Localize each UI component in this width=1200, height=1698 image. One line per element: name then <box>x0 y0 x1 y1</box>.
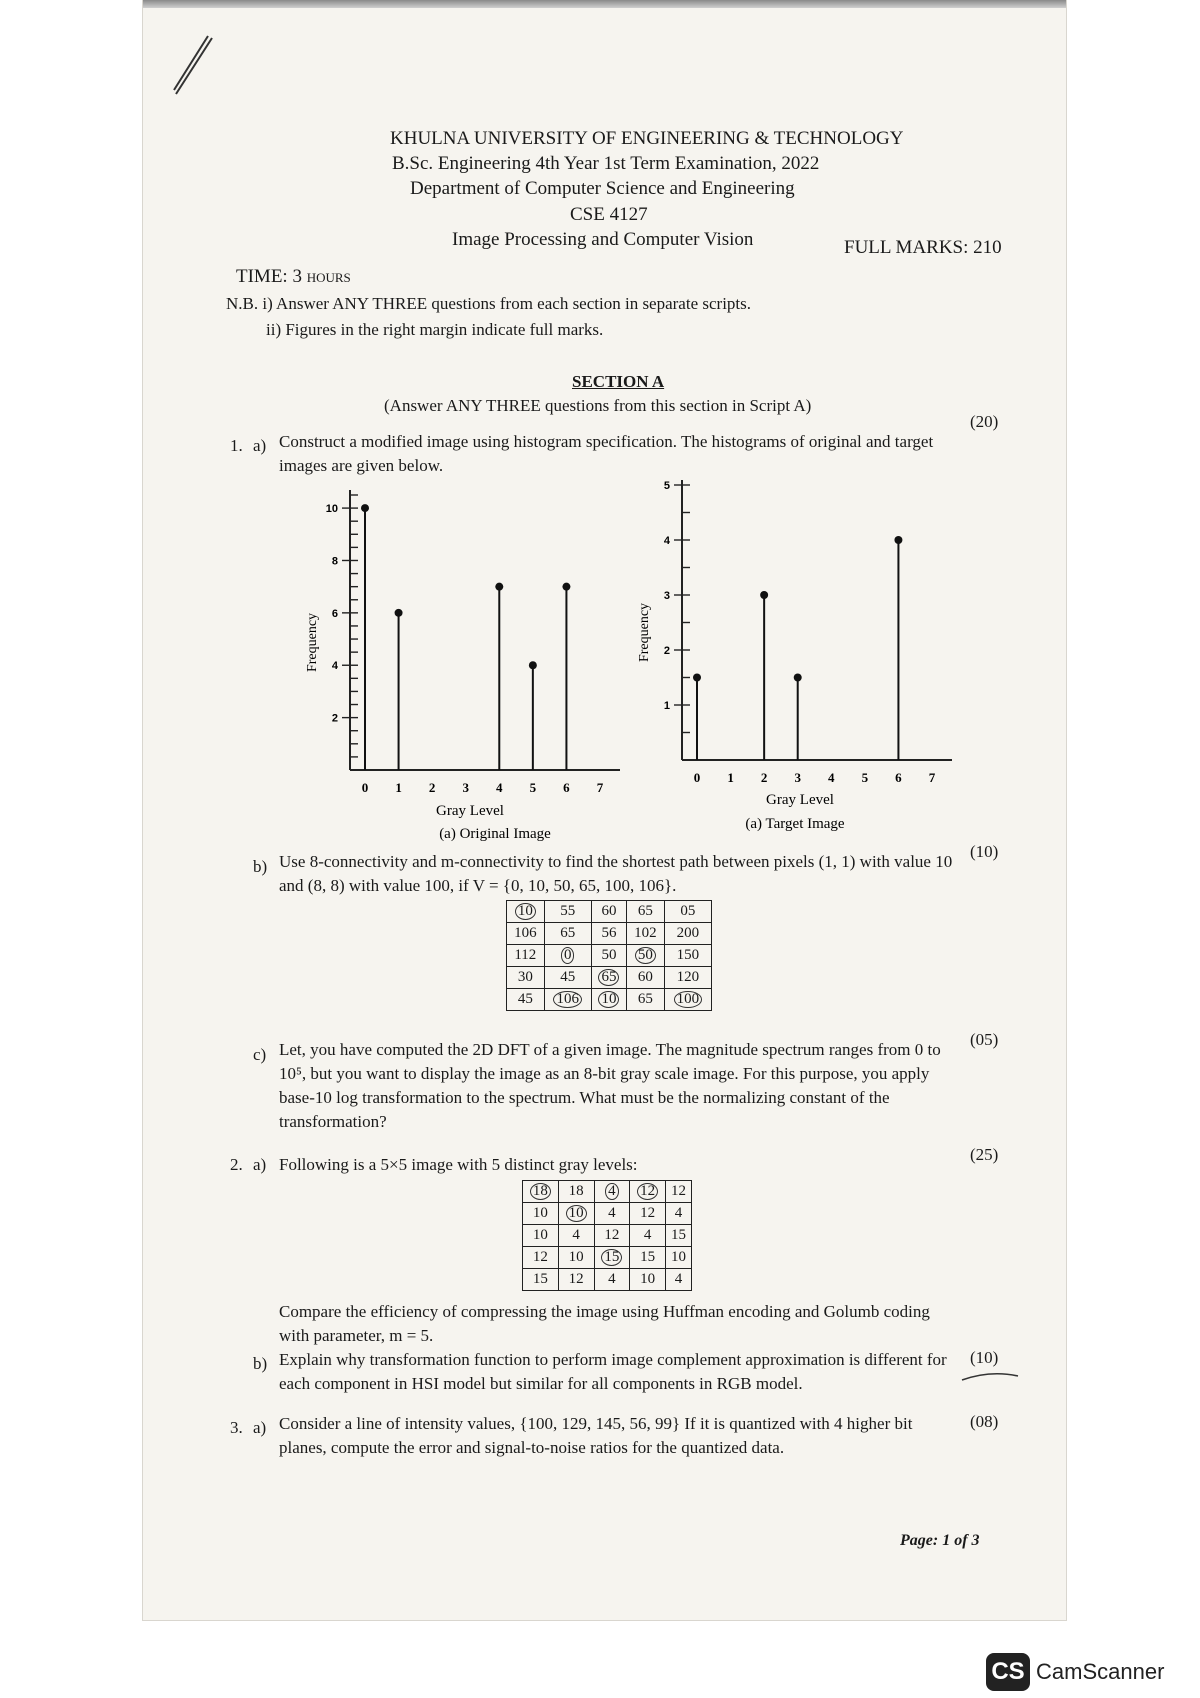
q1c-marks: (05) <box>970 1030 999 1049</box>
image-matrix-cell: 12 <box>666 1181 692 1203</box>
circled-value: 100 <box>674 991 703 1008</box>
stem-point <box>794 674 802 682</box>
image-matrix-cell: 12 <box>594 1225 630 1247</box>
q1b-label: b) <box>253 857 268 876</box>
q1c-text: Let, you have computed the 2D DFT of a given image. The magnitude spectrum ranges from 0 to 10⁵, but you want to display the image as an 8-bit gray scale image. For this purpose, you apply base-10 log transformation to the spectrum. What must be the normalizing constant of the transformation? <box>279 1040 941 1131</box>
image-matrix-cell: 10 <box>558 1247 594 1269</box>
department-name: Department of Computer Science and Engineering <box>410 178 795 199</box>
image-matrix-cell: 12 <box>523 1247 559 1269</box>
q2-number: 2. <box>230 1155 243 1174</box>
pixel-matrix-cell: 65 <box>627 901 665 923</box>
circled-value: 4 <box>605 1183 619 1200</box>
course-title: Image Processing and Computer Vision <box>452 229 754 250</box>
image-matrix-row <box>523 1203 692 1225</box>
stem-point <box>562 583 570 591</box>
y-tick-label: 8 <box>331 555 338 568</box>
image-matrix-cell <box>523 1181 559 1203</box>
image-matrix-cell: 4 <box>558 1225 594 1247</box>
pixel-matrix-cell: 112 <box>507 945 545 967</box>
image-matrix-cell: 4 <box>666 1269 692 1291</box>
q1b-pixel-matrix <box>506 900 712 1011</box>
x-tick-label: 7 <box>928 770 936 785</box>
pixel-matrix-cell <box>544 989 591 1011</box>
pixel-matrix-cell <box>664 989 711 1011</box>
y-tick-label: 4 <box>663 535 670 547</box>
exam-time: TIME: 3 hours <box>236 266 351 287</box>
q3a-marks: (08) <box>970 1412 999 1431</box>
pixel-matrix-cell: 45 <box>544 967 591 989</box>
image-matrix-cell <box>558 1203 594 1225</box>
y-tick-label: 3 <box>663 590 670 602</box>
circled-value: 10 <box>598 991 619 1008</box>
image-matrix-cell: 15 <box>630 1247 666 1269</box>
pixel-matrix-cell <box>591 989 626 1011</box>
pixel-matrix-cell: 55 <box>544 901 591 923</box>
image-matrix-cell: 15 <box>666 1225 692 1247</box>
q2b-label: b) <box>253 1354 268 1373</box>
pixel-matrix-cell: 05 <box>664 901 711 923</box>
y-axis-label: Frequency <box>305 612 320 673</box>
x-tick-label: 3 <box>462 780 469 795</box>
q1c-label: c) <box>253 1045 267 1064</box>
image-matrix-cell: 12 <box>558 1269 594 1291</box>
note-line-2: ii) Figures in the right margin indicate full marks. <box>266 320 604 339</box>
image-matrix-cell: 10 <box>666 1247 692 1269</box>
pixel-matrix-cell: 120 <box>664 967 711 989</box>
camscanner-brand: CamScanner <box>1036 1659 1165 1684</box>
image-matrix-cell: 4 <box>594 1203 630 1225</box>
circled-value: 0 <box>561 947 575 964</box>
target-histogram-chart <box>630 470 960 845</box>
q3a-text: Consider a line of intensity values, {100, 129, 145, 56, 99} If it is quantized with 4 higher bit planes, compute the error and signal-to-noise ratios for the quantized data. <box>279 1414 913 1457</box>
circled-value: 15 <box>601 1249 622 1266</box>
section-title: SECTION A <box>572 372 665 391</box>
image-matrix-row <box>523 1269 692 1291</box>
pen-stroke-mark <box>168 34 228 104</box>
stem-point <box>760 591 768 599</box>
image-matrix-cell: 4 <box>666 1203 692 1225</box>
pixel-matrix-cell: 56 <box>591 923 626 945</box>
page-number: Page: 1 of 3 <box>900 1532 980 1549</box>
image-matrix-cell: 10 <box>630 1269 666 1291</box>
image-matrix-cell: 4 <box>630 1225 666 1247</box>
pixel-matrix-row <box>507 923 712 945</box>
pixel-matrix-cell: 45 <box>507 989 545 1011</box>
pixel-matrix-row <box>507 901 712 923</box>
chart-title: (a) Original Image <box>439 826 551 842</box>
camscanner-logo-icon: CS <box>986 1653 1030 1691</box>
pixel-matrix-cell: 65 <box>544 923 591 945</box>
chart-title: (a) Target Image <box>745 816 845 832</box>
x-tick-label: 4 <box>496 780 503 795</box>
pixel-matrix-row <box>507 967 712 989</box>
y-tick-label: 1 <box>663 700 670 712</box>
pixel-matrix-cell: 150 <box>664 945 711 967</box>
x-tick-label: 5 <box>861 770 869 785</box>
pixel-matrix-cell: 60 <box>591 901 626 923</box>
q1a-text: Construct a modified image using histogram specification. The histograms of original and target images are given below. <box>279 432 934 475</box>
pixel-matrix-cell <box>507 901 545 923</box>
image-matrix-cell: 15 <box>523 1269 559 1291</box>
y-tick-label: 5 <box>663 480 670 492</box>
q1b-marks: (10) <box>970 842 999 861</box>
original-histogram-chart <box>300 480 630 845</box>
exam-title: B.Sc. Engineering 4th Year 1st Term Examination, 2022 <box>392 153 820 174</box>
pixel-matrix-cell: 60 <box>627 967 665 989</box>
q1-number: 1. <box>230 436 243 455</box>
pixel-matrix-cell: 200 <box>664 923 711 945</box>
y-tick-label: 10 <box>325 503 338 516</box>
y-tick-label: 6 <box>331 607 338 620</box>
image-matrix-cell: 10 <box>523 1203 559 1225</box>
x-tick-label: 2 <box>428 780 436 795</box>
y-tick-label: 2 <box>331 712 338 725</box>
marks-underline-stroke <box>960 1370 1020 1384</box>
y-tick-label: 2 <box>663 645 670 657</box>
pixel-matrix-cell: 30 <box>507 967 545 989</box>
q2a-text-2: Compare the efficiency of compressing the image using Huffman encoding and Golumb coding with parameter, m = 5. <box>279 1302 930 1345</box>
x-tick-label: 6 <box>563 780 570 795</box>
x-tick-label: 6 <box>895 770 902 785</box>
image-matrix-cell: 4 <box>594 1269 630 1291</box>
pixel-matrix-cell <box>627 945 665 967</box>
q3a-label: a) <box>253 1418 267 1437</box>
stem-point <box>894 536 902 544</box>
circled-value: 10 <box>515 903 536 920</box>
university-name: KHULNA UNIVERSITY OF ENGINEERING & TECHNOLOGY <box>390 128 904 149</box>
pixel-matrix-cell: 106 <box>507 923 545 945</box>
x-tick-label: 1 <box>727 770 734 785</box>
y-axis-label: Frequency <box>637 602 652 663</box>
x-tick-label: 2 <box>760 770 768 785</box>
stem-point <box>693 674 701 682</box>
x-axis-label: Gray Level <box>766 792 834 808</box>
full-marks: FULL MARKS: 210 <box>844 237 1002 258</box>
q1a-marks: (20) <box>970 412 999 431</box>
q2a-marks: (25) <box>970 1145 999 1164</box>
x-tick-label: 3 <box>794 770 801 785</box>
scan-edge <box>143 0 1066 8</box>
circled-value: 18 <box>530 1183 551 1200</box>
image-matrix-cell: 10 <box>523 1225 559 1247</box>
pixel-matrix-row <box>507 945 712 967</box>
circled-value: 65 <box>598 969 619 986</box>
image-matrix-cell <box>630 1181 666 1203</box>
q2a-label: a) <box>253 1155 267 1174</box>
image-matrix-row <box>523 1225 692 1247</box>
stem-point <box>495 583 503 591</box>
stem-point <box>529 661 537 669</box>
x-tick-label: 0 <box>693 770 701 785</box>
x-axis-label: Gray Level <box>436 803 504 819</box>
image-matrix-cell: 12 <box>630 1203 666 1225</box>
q2a-text: Following is a 5×5 image with 5 distinct gray levels: <box>279 1155 638 1174</box>
image-matrix-cell <box>594 1181 630 1203</box>
q1b-text: Use 8-connectivity and m-connectivity to find the shortest path between pixels (1, 1) with value 10 and (8, 8) with value 100, if V = {0, 10, 50, 65, 100, 106}. <box>279 852 953 895</box>
pixel-matrix-cell: 50 <box>591 945 626 967</box>
circled-value: 50 <box>635 947 656 964</box>
stem-point <box>361 504 369 512</box>
circled-value: 106 <box>553 991 582 1008</box>
circled-value: 12 <box>637 1183 658 1200</box>
circled-value: 10 <box>566 1205 587 1222</box>
q2b-text: Explain why transformation function to perform image complement approximation is different for each component in HSI model but similar for all components in RGB model. <box>279 1350 947 1393</box>
q2b-marks: (10) <box>970 1348 999 1367</box>
q3-number: 3. <box>230 1418 243 1437</box>
image-matrix-cell <box>594 1247 630 1269</box>
image-matrix-row <box>523 1181 692 1203</box>
q1a-label: a) <box>253 436 267 455</box>
x-tick-label: 5 <box>529 780 537 795</box>
course-code: CSE 4127 <box>570 204 648 225</box>
pixel-matrix-row <box>507 989 712 1011</box>
image-matrix-row <box>523 1247 692 1269</box>
pixel-matrix-cell <box>544 945 591 967</box>
pixel-matrix-cell: 102 <box>627 923 665 945</box>
x-tick-label: 4 <box>828 770 835 785</box>
y-tick-label: 4 <box>331 660 338 673</box>
stem-point <box>395 609 403 617</box>
x-tick-label: 0 <box>361 780 369 795</box>
q2a-image-matrix <box>522 1180 692 1291</box>
note-line-1: N.B. i) Answer ANY THREE questions from each section in separate scripts. <box>226 294 752 313</box>
section-instruction: (Answer ANY THREE questions from this section in Script A) <box>384 396 812 415</box>
x-tick-label: 7 <box>596 780 604 795</box>
pixel-matrix-cell <box>591 967 626 989</box>
image-matrix-cell: 18 <box>558 1181 594 1203</box>
pixel-matrix-cell: 65 <box>627 989 665 1011</box>
x-tick-label: 1 <box>395 780 402 795</box>
